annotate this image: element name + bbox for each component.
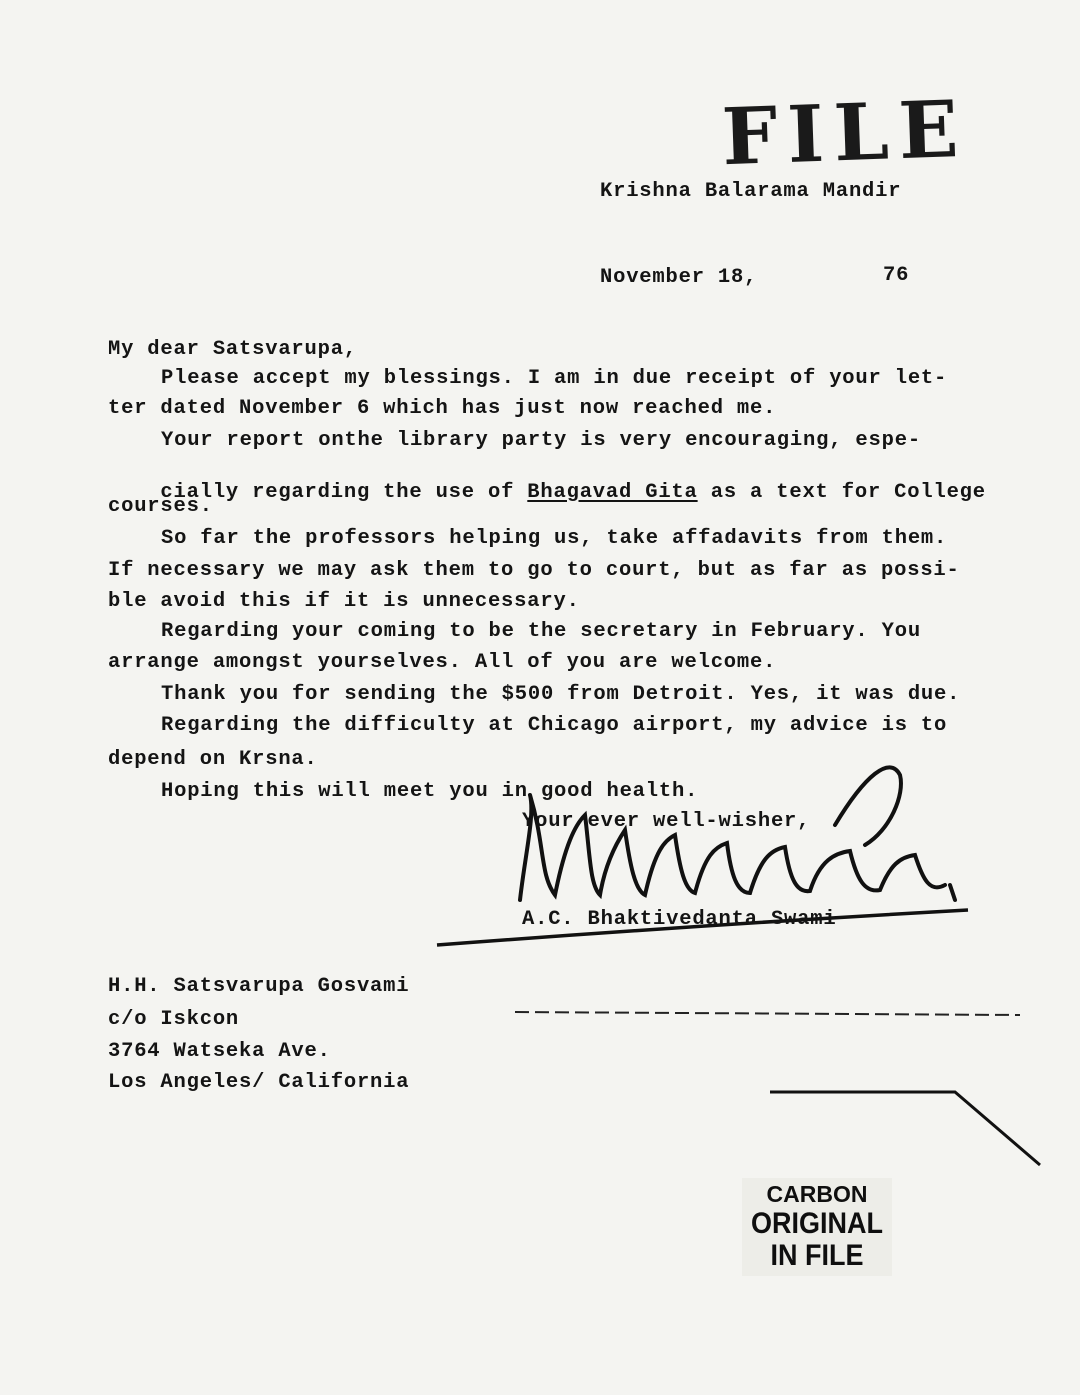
body-line: ter dated November 6 which has just now reached me. [108, 397, 777, 420]
body-line: arrange amongst yourselves. All of you are welcome. [108, 651, 777, 674]
body-line: Please accept my blessings. I am in due receipt of your let- [161, 367, 948, 390]
carbon-stamp-line: CARBON [766, 1181, 868, 1207]
address-line: c/o Iskcon [108, 1008, 240, 1031]
body-line: Your report onthe library party is very encouraging, espe- [161, 429, 921, 452]
body-line: So far the professors helping us, take affadavits from them. [161, 527, 948, 550]
body-line: ble avoid this if it is unnecessary. [108, 590, 580, 613]
body-line: If necessary we may ask them to go to court, but as far as possi- [108, 559, 960, 582]
body-line: depend on Krsna. [108, 748, 318, 771]
carbon-original-stamp [742, 1178, 892, 1276]
body-line: Hoping this will meet you in good health. [161, 780, 699, 803]
file-stamp: FILE [720, 83, 970, 184]
closing: Your ever well-wisher, [522, 810, 811, 833]
body-line [108, 462, 986, 524]
address-line: Los Angeles/ California [108, 1071, 410, 1094]
body-line: Thank you for sending the $500 from Detroit. Yes, it was due. [161, 683, 961, 706]
address-line: H.H. Satsvarupa Gosvami [108, 975, 410, 998]
body-line: Regarding your coming to be the secretary in February. You [161, 620, 921, 643]
book-title: Bhagavad Gita [527, 480, 698, 504]
signature-name: A.C. Bhaktivedanta Swami [522, 908, 837, 931]
body-text: cially regarding the use of [160, 480, 515, 504]
carbon-stamp-line: IN FILE [770, 1239, 864, 1272]
letterhead-place: Krishna Balarama Mandir [600, 180, 902, 203]
date-month-day: November 18, [600, 266, 758, 289]
body-line: Regarding the difficulty at Chicago airport, my advice is to [161, 714, 948, 737]
carbon-stamp-line: ORIGINAL [750, 1207, 883, 1240]
body-line: courses. [108, 495, 213, 518]
body-text: as a text for College [710, 480, 986, 504]
address-line: 3764 Watseka Ave. [108, 1040, 331, 1063]
salutation: My dear Satsvarupa, [108, 338, 357, 361]
date-year: 76 [883, 264, 910, 287]
